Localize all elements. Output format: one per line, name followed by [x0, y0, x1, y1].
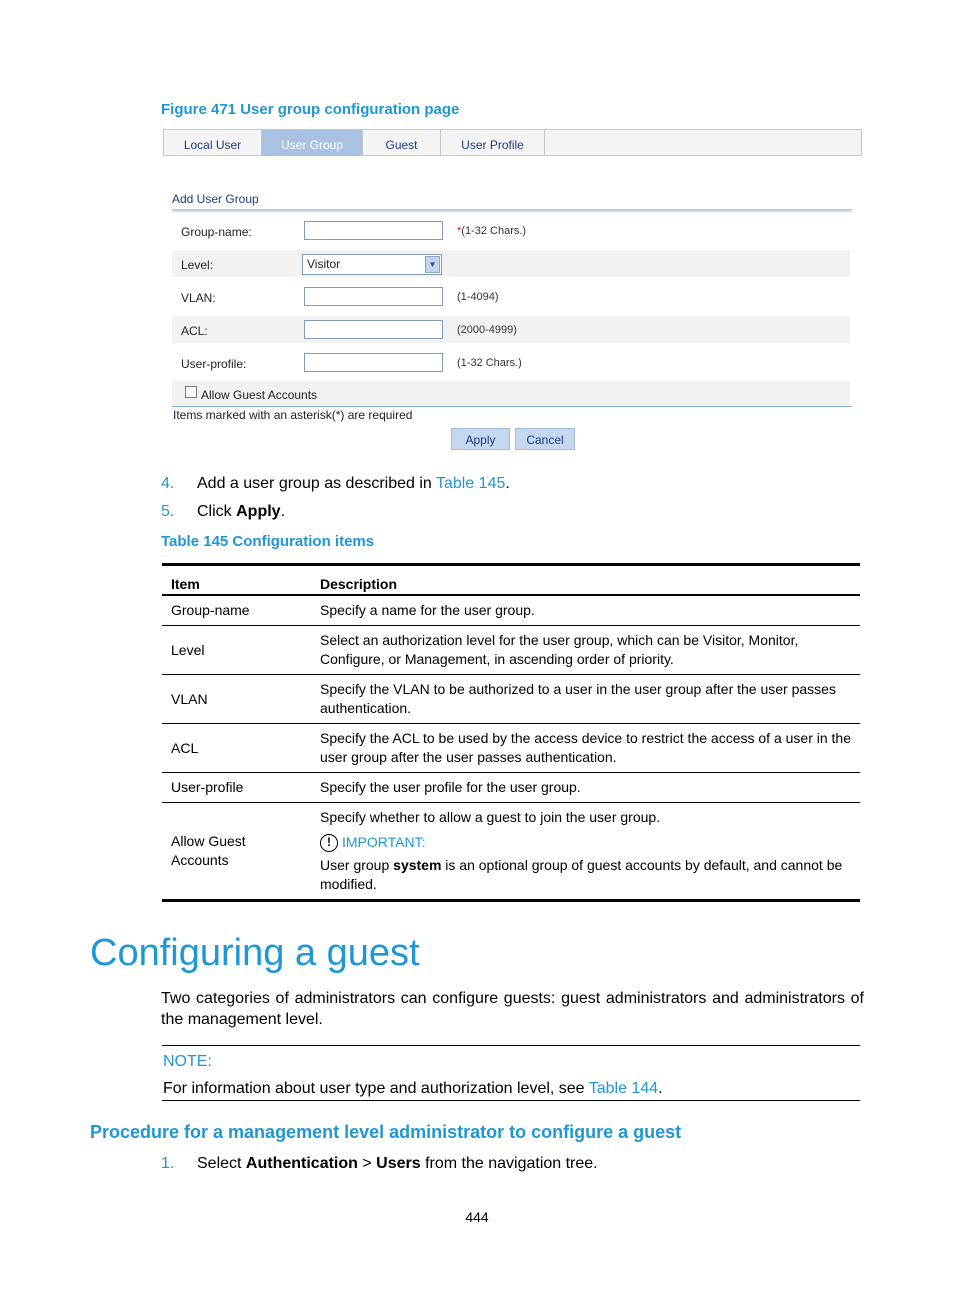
row-description: Select an authorization level for the user group, which can be Visitor, Monitor, Configure, or Management, in ascending order of priority.: [311, 626, 860, 675]
vlan-label: VLAN:: [181, 291, 216, 305]
important-text-pre: User group: [320, 857, 394, 873]
header-item: Item: [162, 565, 311, 596]
tab-user-profile[interactable]: User Profile: [441, 130, 545, 156]
allow-guest-row: [172, 381, 850, 406]
vlan-hint: (1-4094): [457, 291, 499, 303]
chevron-down-icon[interactable]: ▼: [425, 256, 440, 273]
note-text: [163, 1080, 663, 1098]
note-text-pre: For information about user type and authorization level, see: [163, 1080, 589, 1097]
configuration-table: [162, 563, 860, 902]
note-bottom-rule: [162, 1100, 860, 1101]
step-bold: Users: [376, 1155, 421, 1172]
section-title: Configuring a guest: [90, 932, 420, 974]
note-text-post: .: [658, 1080, 663, 1097]
vlan-input[interactable]: [304, 287, 443, 306]
user-profile-hint: (1-32 Chars.): [457, 357, 522, 369]
row-description-text: Specify whether to allow a guest to join the user group.: [320, 809, 661, 825]
form-title-divider: [172, 209, 852, 212]
table-header: [162, 565, 860, 596]
important-text-post: is an optional group of guest accounts by default, and cannot be modified.: [320, 857, 843, 892]
step-5: [161, 503, 285, 521]
step-4: [161, 475, 510, 493]
step-text: Add a user group as described in: [197, 475, 436, 492]
group-name-row: [172, 217, 850, 244]
required-asterisk: *: [457, 225, 462, 237]
row-description: Specify the user profile for the user group.: [311, 773, 860, 803]
level-select[interactable]: [302, 254, 442, 275]
group-name-label: Group-name:: [181, 225, 252, 239]
acl-input[interactable]: [304, 320, 443, 339]
level-select-value: Visitor: [307, 257, 341, 271]
subsection-title: Procedure for a management level administrator to configure a guest: [90, 1122, 682, 1142]
tab-guest[interactable]: Guest: [363, 130, 441, 156]
header-description: Description: [311, 565, 860, 596]
form-bottom-divider: [172, 406, 852, 407]
row-item: ACL: [162, 724, 311, 773]
row-description: Specify the VLAN to be authorized to a user in the user group after the user passes authentication.: [311, 675, 860, 724]
table-row: [162, 675, 860, 724]
row-item: Allow Guest Accounts: [162, 803, 311, 901]
vlan-row: [172, 283, 850, 310]
level-label: Level:: [181, 258, 214, 272]
tab-local-user[interactable]: Local User: [164, 130, 262, 156]
user-profile-label: User-profile:: [181, 357, 247, 371]
step-text: Click: [197, 503, 237, 520]
table-row: [162, 626, 860, 675]
step-number: 5.: [161, 503, 175, 520]
allow-guest-label: Allow Guest Accounts: [201, 388, 318, 402]
step-punct: .: [505, 475, 510, 492]
table-row: [162, 803, 860, 901]
apply-button[interactable]: Apply: [451, 428, 510, 450]
table-144-link[interactable]: Table 144: [588, 1080, 659, 1097]
acl-label: ACL:: [181, 324, 208, 338]
group-name-hint-text: (1-32 Chars.): [461, 225, 527, 237]
table-row: [162, 773, 860, 803]
acl-row: [172, 316, 850, 343]
note-label: NOTE:: [163, 1053, 212, 1070]
note-top-rule: [162, 1045, 860, 1046]
required-note: Items marked with an asterisk(*) are required: [173, 408, 413, 422]
important-text-bold: system: [393, 857, 442, 873]
table-row: [162, 595, 860, 626]
step-text: from the navigation tree.: [420, 1155, 598, 1172]
acl-hint: (2000-4999): [457, 324, 517, 336]
row-item: User-profile: [162, 773, 311, 803]
row-description: [311, 803, 860, 901]
form-title: Add User Group: [172, 192, 259, 206]
cancel-button[interactable]: Cancel: [515, 428, 575, 450]
level-row: [172, 250, 850, 277]
step-punct: .: [280, 503, 286, 520]
step-bold: Authentication: [245, 1155, 358, 1172]
section-paragraph: Two categories of administrators can configure guests: guest administrators and administrators of the management level.: [161, 990, 864, 1028]
step-text: >: [357, 1155, 377, 1172]
step-number: 1.: [161, 1155, 175, 1172]
tab-bar: [163, 129, 862, 156]
table-145-link[interactable]: Table 145: [435, 475, 506, 492]
tab-user-group[interactable]: User Group: [262, 130, 363, 156]
row-item: VLAN: [162, 675, 311, 724]
page-number: 444: [465, 1209, 489, 1225]
table-row: [162, 724, 860, 773]
step-number: 4.: [161, 475, 175, 492]
group-name-input[interactable]: [304, 221, 443, 240]
row-description: Specify the ACL to be used by the access device to restrict the access of a user in the user group after the user passes authentication.: [311, 724, 860, 773]
group-name-hint: [457, 225, 526, 237]
step-bold: Apply: [236, 503, 281, 520]
row-item: Group-name: [162, 595, 311, 626]
user-profile-row: [172, 349, 850, 376]
row-item: Level: [162, 626, 311, 675]
user-profile-input[interactable]: [304, 353, 443, 372]
exclamation-icon: !: [320, 834, 338, 852]
table-caption: Table 145 Configuration items: [161, 533, 375, 550]
important-label: IMPORTANT:: [342, 834, 426, 850]
figure-caption: Figure 471 User group configuration page: [161, 101, 460, 118]
important-callout: [320, 833, 851, 852]
allow-guest-checkbox[interactable]: [185, 386, 197, 398]
step-text: Select: [197, 1155, 246, 1172]
row-description: Specify a name for the user group.: [311, 595, 860, 626]
important-text: [320, 856, 851, 894]
step-1: [161, 1155, 598, 1173]
